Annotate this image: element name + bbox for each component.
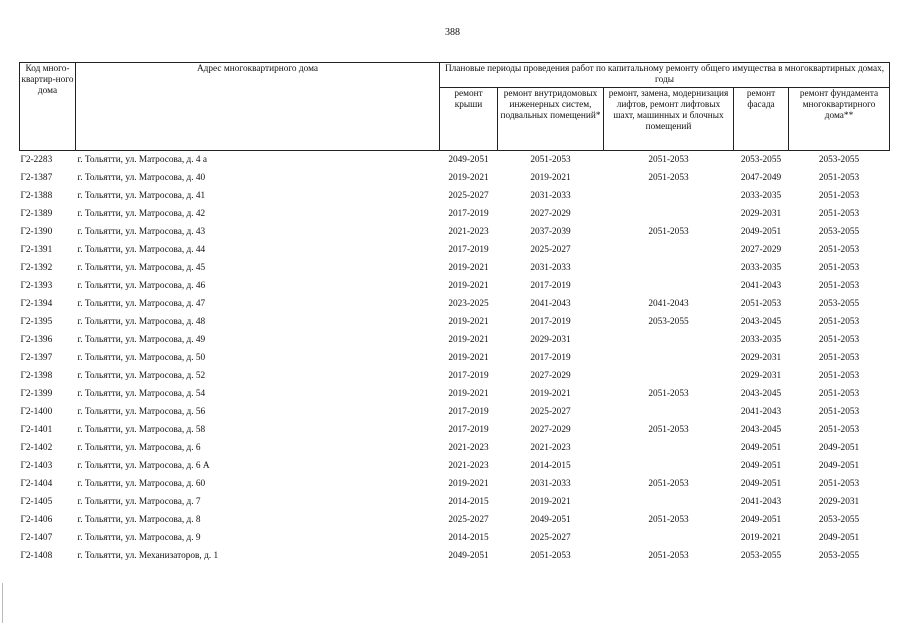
cell-facade: 2049-2051 [740, 442, 782, 453]
cell-address: г. Тольятти, ул. Матросова, д. 45 [77, 262, 206, 273]
cell-systems: 2027-2029 [530, 208, 571, 219]
cell-roof: 2019-2021 [448, 334, 489, 345]
cell-foundation: 2051-2053 [818, 424, 860, 435]
cell-foundation: 2051-2053 [818, 280, 860, 291]
table-row [20, 457, 890, 475]
cell-address: г. Тольятти, ул. Матросова, д. 9 [77, 532, 201, 543]
cell-code: Г2-1390 [20, 226, 53, 237]
cell-systems: 2029-2031 [530, 334, 571, 345]
cell-systems: 2041-2043 [530, 298, 571, 309]
table-row [20, 529, 890, 547]
cell-facade: 2043-2045 [740, 424, 782, 435]
cell-address: г. Тольятти, ул. Матросова, д. 52 [77, 370, 206, 381]
cell-address: г. Тольятти, ул. Матросова, д. 48 [77, 316, 206, 327]
cell-code: Г2-1388 [20, 190, 53, 201]
cell-facade: 2027-2029 [740, 244, 782, 255]
cell-foundation: 2051-2053 [818, 334, 860, 345]
cell-elevators: 2051-2053 [648, 424, 689, 435]
cell-elevators [604, 403, 734, 421]
cell-systems: 2025-2027 [530, 406, 571, 417]
cell-facade: 2049-2051 [740, 478, 782, 489]
cell-address: г. Тольятти, ул. Матросова, д. 4 а [76, 151, 440, 170]
cell-facade: 2047-2049 [740, 172, 782, 183]
cell-roof: 2017-2019 [448, 370, 489, 381]
cell-foundation: 2051-2053 [818, 172, 860, 183]
table-row [20, 439, 890, 457]
cell-code: Г2-1394 [20, 298, 53, 309]
cell-foundation: 2053-2055 [789, 151, 890, 170]
cell-address: г. Тольятти, ул. Матросова, д. 50 [77, 352, 206, 363]
cell-code: Г2-1407 [20, 532, 53, 543]
cell-systems: 2019-2021 [530, 388, 571, 399]
cell-systems: 2031-2033 [530, 190, 571, 201]
cell-elevators [604, 529, 734, 547]
table-row [20, 385, 890, 403]
cell-elevators [604, 259, 734, 277]
cell-address: г. Тольятти, ул. Матросова, д. 41 [77, 190, 206, 201]
cell-facade: 2029-2031 [740, 370, 782, 381]
table-row [20, 475, 890, 493]
cell-foundation: 2029-2031 [818, 496, 860, 507]
cell-systems: 2025-2027 [530, 244, 571, 255]
cell-code: Г2-1406 [20, 514, 53, 525]
cell-code: Г2-1401 [20, 424, 53, 435]
cell-facade: 2043-2045 [740, 388, 782, 399]
cell-foundation: 2051-2053 [818, 370, 860, 381]
cell-roof: 2017-2019 [448, 244, 489, 255]
cell-foundation: 2051-2053 [818, 478, 860, 489]
cell-roof: 2019-2021 [448, 388, 489, 399]
table-row [20, 493, 890, 511]
header-facade: ремонт фасада [734, 88, 789, 151]
cell-foundation: 2051-2053 [818, 406, 860, 417]
table-row [20, 511, 890, 529]
cell-roof: 2014-2015 [448, 496, 489, 507]
cell-code: Г2-1400 [20, 406, 53, 417]
cell-foundation: 2051-2053 [818, 352, 860, 363]
header-systems: ремонт внутридомовых инженерных систем, подвальных помещений* [498, 88, 604, 151]
cell-roof: 2025-2027 [448, 190, 489, 201]
cell-foundation: 2049-2051 [818, 532, 860, 543]
cell-elevators [604, 439, 734, 457]
table-row [20, 187, 890, 205]
cell-roof: 2049-2051 [448, 550, 489, 561]
table-row [20, 421, 890, 439]
cell-code: Г2-1389 [20, 208, 53, 219]
cell-foundation: 2051-2053 [818, 190, 860, 201]
table-row [20, 331, 890, 349]
header-roof: ремонт крыши [440, 88, 498, 151]
cell-elevators [604, 205, 734, 223]
cell-elevators [604, 187, 734, 205]
cell-roof: 2017-2019 [448, 208, 489, 219]
table-row [20, 277, 890, 295]
cell-elevators: 2053-2055 [648, 316, 689, 327]
cell-facade: 2041-2043 [740, 406, 782, 417]
cell-elevators [604, 367, 734, 385]
table-row [20, 367, 890, 385]
cell-facade: 2043-2045 [740, 316, 782, 327]
header-elevators: ремонт, замена, модернизация лифтов, ремонт лифтовых шахт, машинных и блочных помещений [604, 88, 734, 151]
cell-facade: 2029-2031 [740, 352, 782, 363]
cell-systems: 2027-2029 [530, 424, 571, 435]
cell-foundation: 2051-2053 [818, 316, 860, 327]
cell-foundation: 2051-2053 [818, 262, 860, 273]
cell-code: Г2-1405 [20, 496, 53, 507]
cell-foundation: 2053-2055 [818, 298, 860, 309]
header-foundation: ремонт фундамента многоквартирного дома** [789, 88, 890, 151]
cell-elevators: 2041-2043 [648, 298, 689, 309]
cell-roof: 2019-2021 [448, 352, 489, 363]
table-row [20, 169, 890, 187]
cell-facade: 2033-2035 [740, 334, 782, 345]
cell-code: Г2-1396 [20, 334, 53, 345]
header-periods: Плановые периоды проведения работ по капитальному ремонту общего имущества в многоквартирных домах, годы [440, 63, 890, 88]
table-row [20, 205, 890, 223]
cell-foundation: 2053-2055 [818, 514, 860, 525]
cell-foundation: 2049-2051 [818, 442, 860, 453]
cell-elevators [604, 457, 734, 475]
cell-roof: 2021-2023 [448, 226, 489, 237]
cell-elevators [604, 277, 734, 295]
cell-foundation: 2049-2051 [818, 460, 860, 471]
cell-systems: 2017-2019 [530, 280, 571, 291]
header-code: Код много-квартир-ного дома [20, 63, 76, 151]
cell-systems: 2021-2023 [530, 442, 571, 453]
cell-elevators: 2051-2053 [648, 172, 689, 183]
cell-systems: 2049-2051 [530, 514, 571, 525]
cell-systems: 2031-2033 [530, 478, 571, 489]
cell-roof: 2017-2019 [448, 424, 489, 435]
cell-code: Г2-1391 [20, 244, 53, 255]
margin-mark [2, 583, 3, 623]
table-row [20, 403, 890, 421]
cell-address: г. Тольятти, ул. Матросова, д. 6 [77, 442, 201, 453]
cell-address: г. Тольятти, ул. Механизаторов, д. 1 [77, 550, 219, 561]
cell-code: Г2-1399 [20, 388, 53, 399]
cell-elevators: 2051-2053 [648, 388, 689, 399]
cell-address: г. Тольятти, ул. Матросова, д. 43 [77, 226, 206, 237]
cell-elevators: 2051-2053 [648, 478, 689, 489]
table-row [20, 547, 890, 565]
cell-systems: 2025-2027 [530, 532, 571, 543]
cell-facade: 2049-2051 [740, 460, 782, 471]
table-row [20, 313, 890, 331]
cell-systems: 2051-2053 [498, 151, 604, 170]
cell-elevators [604, 331, 734, 349]
table-row [20, 223, 890, 241]
cell-code: Г2-1403 [20, 460, 53, 471]
cell-facade: 2019-2021 [740, 532, 782, 543]
cell-roof: 2019-2021 [448, 262, 489, 273]
cell-foundation: 2051-2053 [818, 388, 860, 399]
cell-roof: 2019-2021 [448, 316, 489, 327]
cell-code: Г2-1392 [20, 262, 53, 273]
cell-systems: 2017-2019 [530, 316, 571, 327]
cell-code: Г2-1408 [20, 550, 53, 561]
cell-foundation: 2053-2055 [818, 226, 860, 237]
cell-roof: 2019-2021 [448, 280, 489, 291]
cell-code: Г2-1402 [20, 442, 53, 453]
cell-elevators: 2051-2053 [648, 226, 689, 237]
cell-roof: 2021-2023 [448, 442, 489, 453]
repair-schedule-table [19, 62, 890, 565]
cell-address: г. Тольятти, ул. Матросова, д. 6 А [77, 460, 210, 471]
cell-address: г. Тольятти, ул. Матросова, д. 7 [77, 496, 201, 507]
cell-elevators [604, 241, 734, 259]
cell-roof: 2019-2021 [448, 172, 489, 183]
cell-systems: 2037-2039 [530, 226, 571, 237]
cell-code: Г2-1395 [20, 316, 53, 327]
cell-code: Г2-2283 [20, 151, 76, 170]
cell-roof: 2019-2021 [448, 478, 489, 489]
page-number: 388 [445, 27, 460, 38]
cell-address: г. Тольятти, ул. Матросова, д. 46 [77, 280, 206, 291]
table-row [20, 151, 890, 170]
cell-address: г. Тольятти, ул. Матросова, д. 49 [77, 334, 206, 345]
cell-systems: 2014-2015 [530, 460, 571, 471]
cell-systems: 2031-2033 [530, 262, 571, 273]
cell-facade: 2041-2043 [740, 496, 782, 507]
table-row [20, 241, 890, 259]
cell-systems: 2019-2021 [530, 172, 571, 183]
cell-address: г. Тольятти, ул. Матросова, д. 58 [77, 424, 206, 435]
cell-address: г. Тольятти, ул. Матросова, д. 8 [77, 514, 201, 525]
cell-address: г. Тольятти, ул. Матросова, д. 42 [77, 208, 206, 219]
cell-address: г. Тольятти, ул. Матросова, д. 56 [77, 406, 206, 417]
table-row [20, 259, 890, 277]
cell-facade: 2049-2051 [740, 226, 782, 237]
cell-facade: 2053-2055 [734, 151, 789, 170]
cell-facade: 2049-2051 [740, 514, 782, 525]
cell-roof: 2023-2025 [448, 298, 489, 309]
cell-facade: 2051-2053 [740, 298, 782, 309]
cell-elevators: 2051-2053 [648, 514, 689, 525]
cell-facade: 2053-2055 [740, 550, 782, 561]
cell-code: Г2-1393 [20, 280, 53, 291]
cell-address: г. Тольятти, ул. Матросова, д. 60 [77, 478, 206, 489]
cell-roof: 2025-2027 [448, 514, 489, 525]
cell-foundation: 2053-2055 [818, 550, 860, 561]
cell-elevators: 2051-2053 [604, 151, 734, 170]
cell-address: г. Тольятти, ул. Матросова, д. 40 [77, 172, 206, 183]
cell-roof: 2017-2019 [448, 406, 489, 417]
cell-roof: 2021-2023 [448, 460, 489, 471]
cell-code: Г2-1397 [20, 352, 53, 363]
table-row [20, 295, 890, 313]
cell-foundation: 2051-2053 [818, 244, 860, 255]
cell-facade: 2041-2043 [740, 280, 782, 291]
cell-systems: 2017-2019 [530, 352, 571, 363]
header-address: Адрес многоквартирного дома [76, 63, 440, 151]
cell-elevators [604, 493, 734, 511]
cell-address: г. Тольятти, ул. Матросова, д. 47 [77, 298, 206, 309]
cell-address: г. Тольятти, ул. Матросова, д. 44 [77, 244, 206, 255]
cell-foundation: 2051-2053 [818, 208, 860, 219]
cell-roof: 2049-2051 [440, 151, 498, 170]
cell-address: г. Тольятти, ул. Матросова, д. 54 [77, 388, 206, 399]
cell-code: Г2-1398 [20, 370, 53, 381]
cell-facade: 2029-2031 [740, 208, 782, 219]
table-body [20, 151, 890, 566]
cell-elevators [604, 349, 734, 367]
cell-elevators: 2051-2053 [648, 550, 689, 561]
table-row [20, 349, 890, 367]
cell-facade: 2033-2035 [740, 262, 782, 273]
cell-systems: 2027-2029 [530, 370, 571, 381]
cell-systems: 2019-2021 [530, 496, 571, 507]
table-header [20, 63, 890, 151]
cell-code: Г2-1387 [20, 172, 53, 183]
cell-code: Г2-1404 [20, 478, 53, 489]
cell-roof: 2014-2015 [448, 532, 489, 543]
cell-systems: 2051-2053 [530, 550, 571, 561]
cell-facade: 2033-2035 [740, 190, 782, 201]
